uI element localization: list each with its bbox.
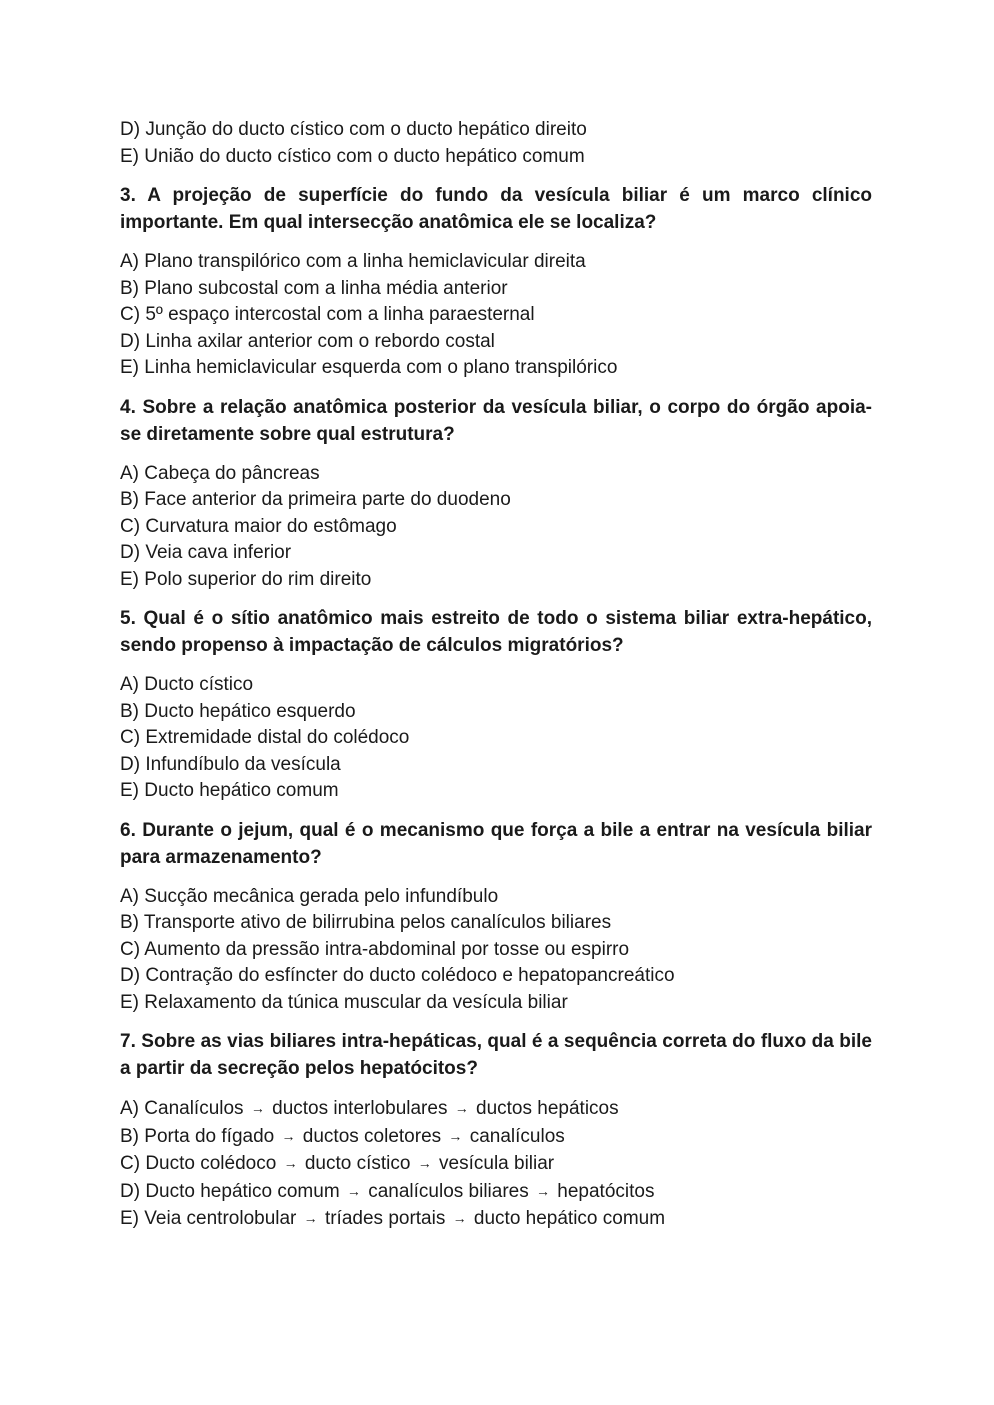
answer-option: B) Plano subcostal com a linha média anterior xyxy=(120,277,508,299)
answer-option: D) Veia cava inferior xyxy=(120,542,292,563)
answer-option: E) União do ducto cístico com o ducto hepático comum xyxy=(120,145,585,167)
question-4 xyxy=(120,394,872,594)
answer-option: B) Ducto hepático esquerdo xyxy=(120,700,356,722)
answer-option: A) Plano transpilórico com a linha hemiclavicular direita xyxy=(120,251,586,272)
arrow-icon: → xyxy=(448,1127,463,1144)
arrow-icon: → xyxy=(303,1210,318,1226)
arrow-icon: → xyxy=(250,1100,265,1116)
question-3 xyxy=(120,182,872,382)
answer-option: D) Linha axilar anterior com o rebordo costal xyxy=(120,330,495,352)
document-page xyxy=(120,117,872,1233)
answer-option: A) Sucção mecânica gerada pelo infundíbulo xyxy=(120,885,499,907)
answer-option: C) Extremidade distal do colédoco xyxy=(120,727,410,748)
options-list xyxy=(120,884,872,1017)
answer-option: B) Porta do fígado → ductos coletores → canalículos xyxy=(120,1125,565,1147)
options-list xyxy=(120,1095,872,1233)
answer-option: C) Ducto colédoco → ducto cístico → vesícula biliar xyxy=(120,1153,555,1174)
question-6 xyxy=(120,817,872,1017)
arrow-icon: → xyxy=(536,1182,551,1199)
answer-option: E) Ducto hepático comum xyxy=(120,780,339,801)
answer-option: A) Ducto cístico xyxy=(120,674,254,695)
options-list xyxy=(120,672,872,805)
question-text: 6. Durante o jejum, qual é o mecanismo que força a bile a entrar na vesícula biliar para armazenamento? xyxy=(120,819,872,868)
question-5 xyxy=(120,605,872,805)
options-list xyxy=(120,461,872,594)
answer-option: D) Junção do ducto cístico com o ducto hepático direito xyxy=(120,119,587,140)
answer-option: C) 5º espaço intercostal com a linha paraesternal xyxy=(120,304,535,325)
carryover-options xyxy=(120,117,872,170)
question-text: 4. Sobre a relação anatômica posterior da vesícula biliar, o corpo do órgão apoia-se diretamente sobre qual estrutura? xyxy=(120,396,872,445)
arrow-icon: → xyxy=(281,1127,296,1144)
arrow-icon: → xyxy=(283,1155,298,1171)
answer-option: E) Polo superior do rim direito xyxy=(120,568,372,590)
answer-option: A) Canalículos → ductos interlobulares → ductos hepáticos xyxy=(120,1098,619,1119)
answer-option: D) Infundíbulo da vesícula xyxy=(120,753,341,775)
arrow-icon: → xyxy=(454,1100,469,1116)
answer-option: C) Aumento da pressão intra-abdominal por tosse ou espirro xyxy=(120,938,630,960)
question-text: 7. Sobre as vias biliares intra-hepáticas, qual é a sequência correta do fluxo da bile a partir da secreção pelos hepatócitos? xyxy=(120,1031,872,1079)
answer-option: C) Curvatura maior do estômago xyxy=(120,515,397,537)
question-text: 5. Qual é o sítio anatômico mais estreito de todo o sistema biliar extra-hepático, sendo propenso à impactação de cálculos migratórios? xyxy=(120,608,872,656)
question-text: 3. A projeção de superfície do fundo da vesícula biliar é um marco clínico importante. Em qual intersecção anatômica ele se localiza? xyxy=(120,185,872,233)
answer-option: E) Linha hemiclavicular esquerda com o plano transpilórico xyxy=(120,357,618,378)
answer-option: D) Ducto hepático comum → canalículos biliares → hepatócitos xyxy=(120,1180,655,1202)
answer-option: E) Veia centrolobular → tríades portais → ducto hepático comum xyxy=(120,1208,666,1229)
arrow-icon: → xyxy=(452,1210,467,1226)
answer-option: A) Cabeça do pâncreas xyxy=(120,462,320,484)
options-list xyxy=(120,249,872,382)
answer-option: E) Relaxamento da túnica muscular da vesícula biliar xyxy=(120,991,568,1013)
question-7 xyxy=(120,1028,872,1233)
answer-option: B) Face anterior da primeira parte do duodeno xyxy=(120,489,511,510)
answer-option: B) Transporte ativo de bilirrubina pelos canalículos biliares xyxy=(120,912,612,933)
arrow-icon: → xyxy=(346,1182,361,1199)
answer-option: D) Contração do esfíncter do ducto colédoco e hepatopancreático xyxy=(120,965,675,986)
arrow-icon: → xyxy=(417,1155,432,1171)
